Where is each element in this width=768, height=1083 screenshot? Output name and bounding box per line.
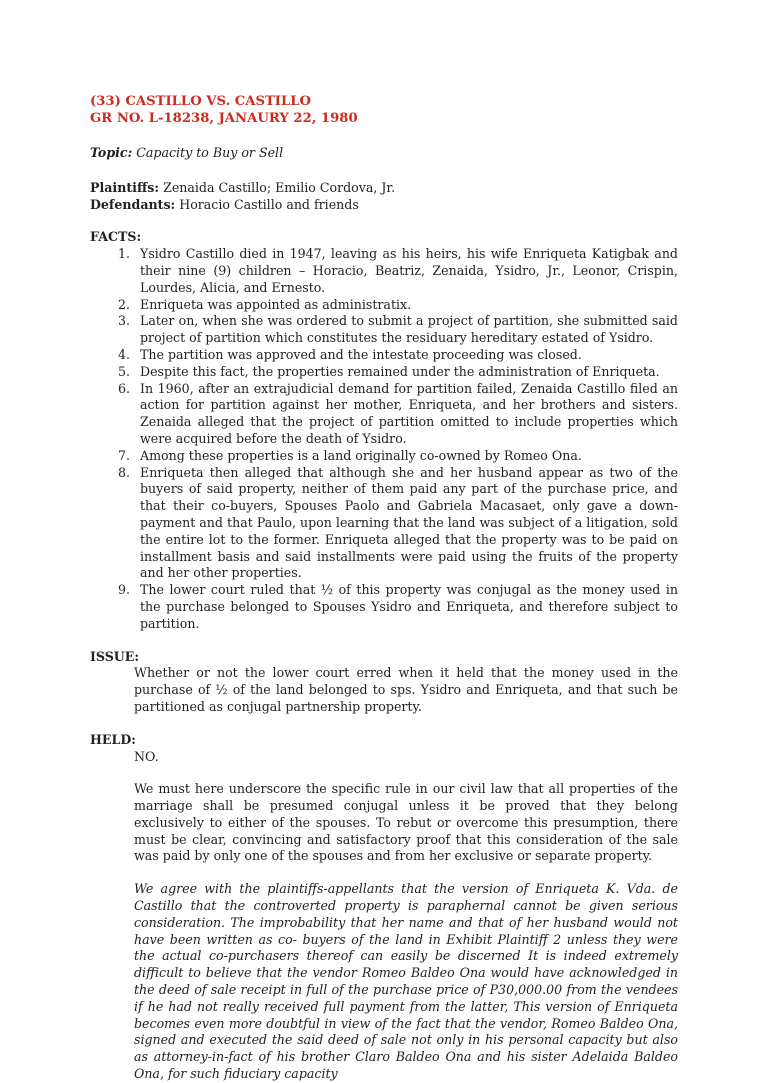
fact-item: 9. The lower court ruled that ½ of this property was conjugal as the money used in the purchase belonged to Spouses Ysidro and Enriqueta, and therefore subject to partition.	[134, 582, 678, 632]
fact-item: 1. Ysidro Castillo died in 1947, leaving as his heirs, his wife Enriqueta Katigbak and their nine (9) children – Horacio, Beatriz, Zenaida, Ysidro, Jr., Leonor, Crispin, Lourdes, Alicia, and Ernesto.	[134, 246, 678, 296]
fact-item: 7. Among these properties is a land originally co-owned by Romeo Ona.	[134, 448, 678, 465]
case-digest	[90, 93, 678, 1083]
plaintiffs-line	[90, 180, 678, 197]
facts-list	[90, 246, 678, 632]
defendants-line	[90, 197, 678, 214]
defendants-value: Horacio Castillo and friends	[179, 196, 359, 212]
issue-text: Whether or not the lower court erred when it held that the money used in the purchase of ½ of the land belonged to sps. Ysidro and Enriqueta, and that such be partitioned as conjugal partnership property.	[134, 665, 678, 714]
issue-heading: ISSUE:	[90, 648, 140, 664]
case-title: (33) CASTILLO VS. CASTILLO	[90, 94, 312, 109]
topic-value: Capacity to Buy or Sell	[136, 145, 284, 160]
fact-item: 5. Despite this fact, the properties remained under the administration of Enriqueta.	[134, 364, 678, 381]
held-quote: We agree with the plaintiffs-appellants that the version of Enriqueta K. Vda. de Castillo that the controverted property is paraphernal cannot be given serious consideration. The improbability that her name and that of her husband would not have been written as co- buyers of the land in Exhibit Plaintiff 2 unless they were the actual co-purchasers thereof can easily be discerned It is indeed extremely difficult to believe that the vendor Romeo Baldeo Ona would have acknowledged in the deed of sale receipt in full of the purchase price of P30,000.00 from the vendees if he had not really received full payment from the latter, This version of Enriqueta becomes even more doubtful in view of the fact that the vendor, Romeo Baldeo Ona, signed and executed the said deed of sale not only in his personal capacity but also as attorney-in-fact of his brother Claro Baldeo Ona and his sister Adelaida Baldeo Ona, for such fiduciary capacity	[134, 881, 678, 1082]
held-heading: HELD:	[90, 731, 136, 747]
fact-item: 3. Later on, when she was ordered to submit a project of partition, she submitted said project of partition which constitutes the residuary hereditary estated of Ysidro.	[134, 313, 678, 347]
held-answer: NO.	[134, 748, 159, 764]
defendants-label: Defendants:	[90, 196, 176, 212]
topic-line	[90, 145, 678, 162]
facts-heading: FACTS:	[90, 229, 142, 245]
parties-block	[90, 180, 678, 214]
topic-label: Topic:	[90, 145, 133, 160]
fact-item: 2. Enriqueta was appointed as administratix.	[134, 297, 678, 314]
held-paragraph: We must here underscore the specific rule in our civil law that all properties of the marriage shall be presumed conjugal unless it be proved that they belong exclusively to either of the spouses. To rebut or overcome this presumption, there must be clear, convincing and satisfactory proof that this consideration of the sale was paid by only one of the spouses and from her exclusive or separate property.	[134, 781, 678, 864]
fact-item: 8. Enriqueta then alleged that although she and her husband appear as two of the buyers of said property, neither of them paid any part of the purchase price, and that their co-buyers, Spouses Paolo and Gabriela Macasaet, only gave a down-payment and that Paulo, upon learning that the land was subject of a litigation, sold the entire lot to the former. Enriqueta alleged that the property was to be paid on installment basis and said installments were paid using the fruits of the property and her other properties.	[134, 465, 678, 583]
plaintiffs-label: Plaintiffs:	[90, 179, 160, 195]
fact-item: 4. The partition was approved and the intestate proceeding was closed.	[134, 347, 678, 364]
plaintiffs-value: Zenaida Castillo; Emilio Cordova, Jr.	[163, 179, 396, 195]
case-gr-number: GR NO. L-18238, JANAURY 22, 1980	[90, 111, 358, 126]
fact-item: 6. In 1960, after an extrajudicial demand for partition failed, Zenaida Castillo filed an action for partition against her mother, Enriqueta, and her brothers and sisters. Zenaida alleged that the project of partition omitted to include properties which were acquired before the death of Ysidro.	[134, 381, 678, 448]
